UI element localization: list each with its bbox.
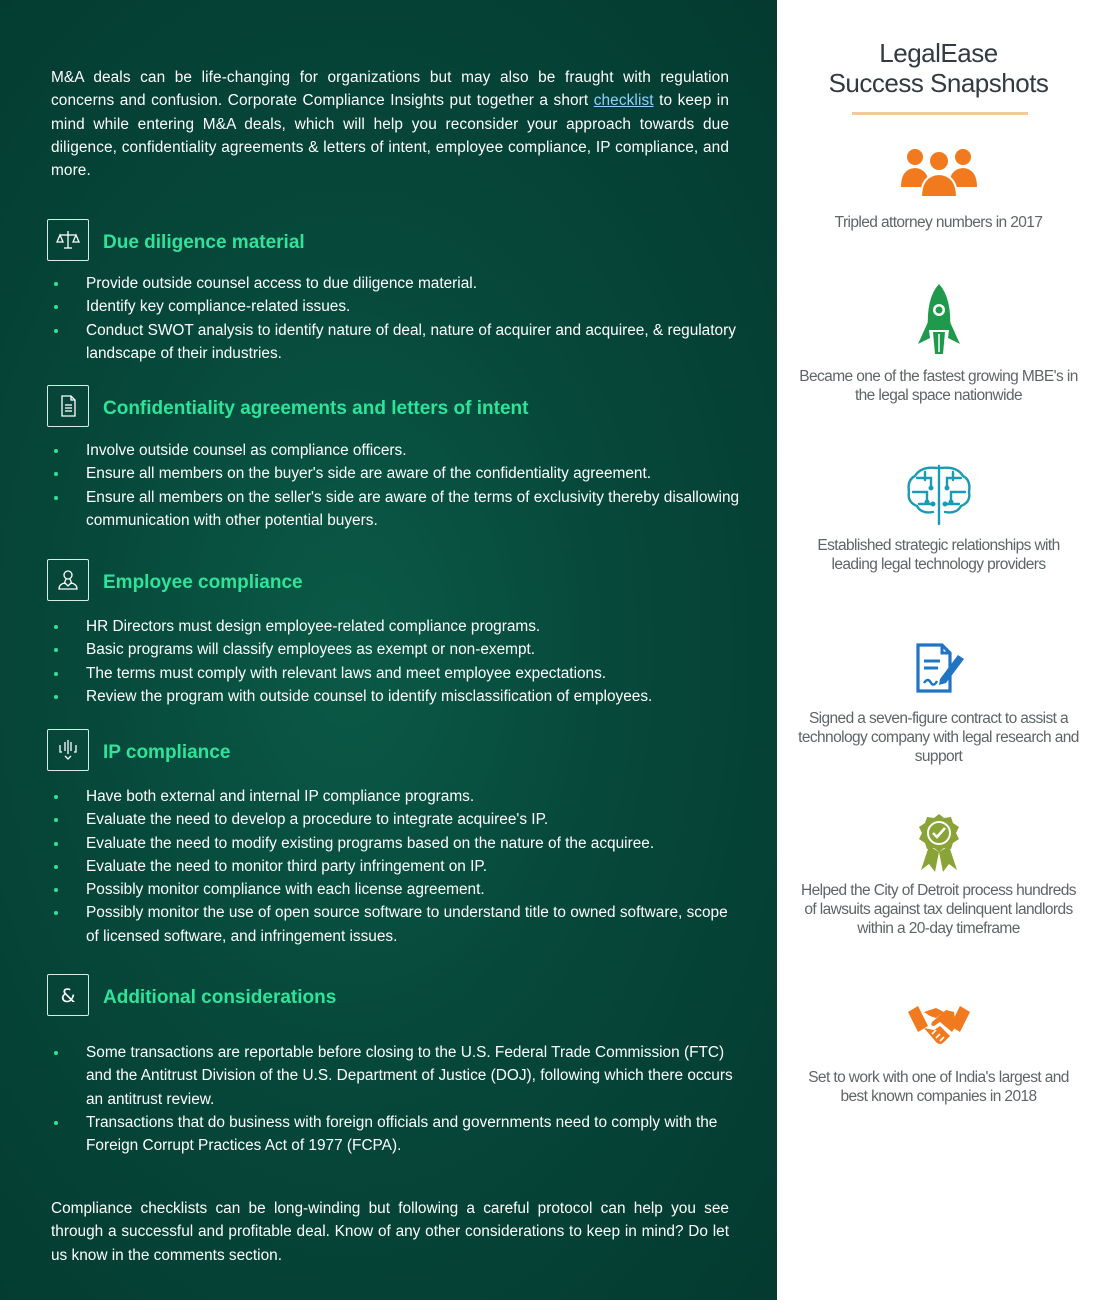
snapshot-item [777,641,1100,765]
ip-compliance-list [51,785,741,948]
snapshot-text: Established strategic relationships with leading legal technology providers [817,537,1060,573]
list-item: Transactions that do business with foreign officials and governments need to comply with the Foreign Corrupt Practices Act of 1977 (FCPA). [51,1111,741,1158]
handshake-icon [906,1000,972,1052]
list-item: Possibly monitor compliance with each license agreement. [51,878,741,901]
list-item: Provide outside counsel access to due diligence material. [51,272,741,295]
sidebar-title-line1: LegalEase [879,38,998,68]
section-header-employee [47,559,303,601]
snapshot-text: Became one of the fastest growing MBE's in the legal space nationwide [799,368,1078,404]
snapshot-text: Signed a seven-figure contract to assist a technology company with legal research and support [798,710,1079,765]
brain-circuit-icon [905,462,973,526]
due-diligence-list [51,272,741,365]
list-item: Evaluate the need to monitor third party infringement on IP. [51,855,741,878]
svg-text:&: & [60,985,76,1007]
list-item: Ensure all members on the seller's side are aware of the terms of exclusivity thereby disallowing communication with other potential buyers. [51,486,741,533]
list-item: Conduct SWOT analysis to identify nature of deal, nature of acquirer and acquiree, & regulatory landscape of their industries. [51,319,741,366]
section-header-ip [47,729,230,771]
list-item: Ensure all members on the buyer's side are aware of the confidentiality agreement. [51,462,741,485]
title-divider [852,112,1028,115]
section-title: Additional considerations [103,987,337,1008]
intro-text-end: to keep in mind while entering M&A deals, which will help you reconsider your approach towards due diligence, confidentiality agreements & letters of intent, employee compliance, IP compliance, and more. [51,92,729,180]
sidebar-title [777,38,1100,98]
list-item: Evaluate the need to develop a procedure to integrate acquiree's IP. [51,808,741,831]
section-header-due-diligence [47,219,305,261]
rocket-icon [914,282,964,358]
closing-paragraph: Compliance checklists can be long-winding but following a careful protocol can help you see through a successful and profitable deal. Know of any other considerations to keep in mind? Do let us know in the comments section. [51,1200,729,1264]
section-title: Employee compliance [103,572,303,593]
confidentiality-list [51,439,741,532]
list-item: Possibly monitor the use of open source software to understand title to owned software, scope of licensed software, and infringement issues. [51,901,741,948]
people-icon [899,143,979,199]
snapshot-item [777,1000,1100,1105]
section-title: Confidentiality agreements and letters of intent [103,398,529,419]
list-item: Have both external and internal IP compliance programs. [51,785,741,808]
contract-sign-icon [912,641,966,695]
snapshot-item [777,462,1100,573]
section-header-additional [47,974,336,1016]
list-item: The terms must comply with relevant laws and meet employee expectations. [51,662,741,685]
list-item: Review the program with outside counsel to identify misclassification of employees. [51,685,741,708]
ip-icon [47,729,89,771]
sidebar [777,0,1100,1300]
section-header-confidentiality [47,385,528,427]
list-item: HR Directors must design employee-related compliance programs. [51,615,741,638]
person-icon [47,559,89,601]
list-item: Some transactions are reportable before closing to the U.S. Federal Trade Commission (FTC) and the Antitrust Division of the U.S. Department of Justice (DOJ), following which there occurs an antitrust review. [51,1041,741,1111]
section-title: Due diligence material [103,232,305,253]
snapshot-text: Helped the City of Detroit process hundreds of lawsuits against tax delinquent landlords within a 20-day timeframe [801,882,1076,937]
sidebar-title-line2: Success Snapshots [828,68,1049,98]
ampersand-icon [47,974,89,1016]
snapshot-item [777,282,1100,404]
checklist-link[interactable]: checklist [593,92,654,110]
snapshot-text: Set to work with one of India's largest and best known companies in 2018 [808,1069,1069,1105]
additional-considerations-list [51,1041,741,1157]
intro-text-start: M&A deals can be life-changing for organizations but may also be fraught with regulation concerns and confusion. Corporate Compliance Insights put together a short [51,69,729,110]
list-item: Identify key compliance-related issues. [51,295,741,318]
list-item: Evaluate the need to modify existing programs based on the nature of the acquiree. [51,832,741,855]
snapshot-item [777,143,1100,231]
award-badge-icon [915,812,963,874]
snapshot-text: Tripled attorney numbers in 2017 [834,214,1043,231]
list-item: Involve outside counsel as compliance officers. [51,439,741,462]
employee-compliance-list [51,615,741,708]
intro-paragraph [51,66,729,182]
scales-icon [47,219,89,261]
list-item: Basic programs will classify employees as exempt or non-exempt. [51,638,741,661]
snapshot-item [777,812,1100,937]
section-title: IP compliance [103,742,231,763]
document-icon [47,385,89,427]
